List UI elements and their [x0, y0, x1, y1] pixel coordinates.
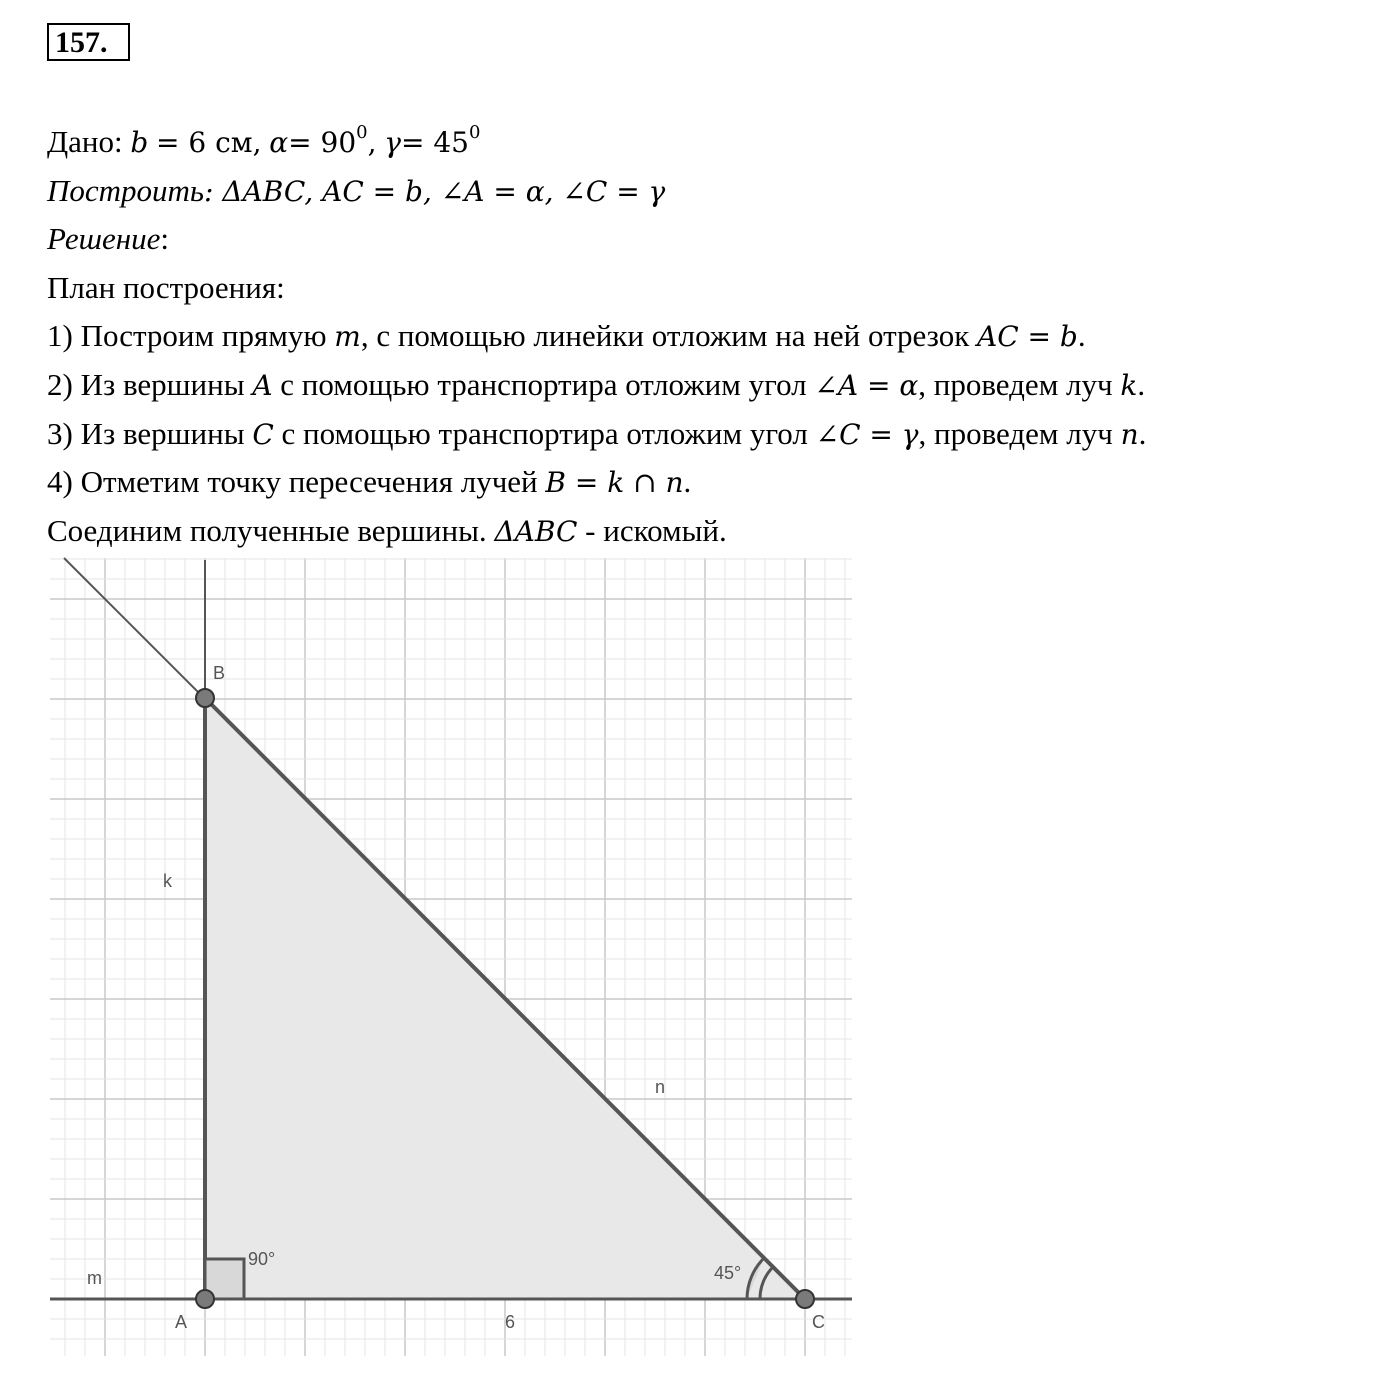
point-b[interactable] [196, 689, 214, 707]
step-1-text-mid: , с помощью линейки отложим на ней отрезок [360, 318, 978, 353]
label-c: C [812, 1312, 825, 1332]
given-gamma-degree: 0 [469, 122, 481, 143]
label-m: m [87, 1268, 102, 1288]
given-alpha-degree: 0 [356, 122, 368, 143]
label-k: k [163, 871, 172, 891]
step-1-text: 1) Построим прямую [47, 318, 335, 353]
step-2-text-mid: с помощью транспортира отложим угол [272, 367, 815, 402]
given-alpha-value: = 90 [288, 126, 357, 159]
conclusion-text: Соединим полученные вершины. [47, 513, 495, 548]
step-1-end: . [1077, 318, 1086, 353]
given-comma: , [367, 126, 377, 159]
problem-number: 157. [55, 26, 108, 59]
conclusion-end: - искомый. [577, 513, 727, 548]
step-2-text-mid2: , проведем луч [918, 367, 1121, 402]
step-3-text: 3) Из вершины [47, 416, 253, 451]
step-2-text: 2) Из вершины [47, 367, 253, 402]
solution-label: Решение [47, 221, 161, 256]
step-3-var-n: n [1120, 418, 1139, 451]
step-4-var-b: B = k ∩ n [545, 466, 684, 499]
step-1-var-ac: AC = b [977, 320, 1078, 353]
step-2-var-k: k [1120, 369, 1138, 402]
given-gamma: γ [384, 126, 401, 159]
construct-text: : ΔABC, AC = b, ∠A = α, ∠C = γ [204, 175, 666, 208]
step-3-end: . [1138, 416, 1147, 451]
step-4-end: . [683, 464, 692, 499]
label-angle-a: 90° [248, 1249, 276, 1269]
label-a: A [175, 1312, 188, 1332]
solution-colon: : [160, 221, 169, 256]
given-alpha: α [269, 126, 289, 159]
given-b-value: = 6 см, [156, 126, 262, 159]
given-b: b [130, 126, 149, 159]
label-b: B [213, 663, 226, 683]
step-2-var-a: A [252, 369, 273, 402]
plan-title: План построения: [47, 270, 285, 305]
step-4-text: 4) Отметим точку пересечения лучей [47, 464, 546, 499]
conclusion-var: ΔABC [494, 515, 578, 548]
step-2-var-angle: ∠A = α [814, 369, 919, 402]
given-label: Дано: [47, 124, 123, 159]
point-a[interactable] [196, 1290, 214, 1308]
step-3-var-angle: ∠C = γ [815, 418, 919, 451]
label-angle-c: 45° [714, 1263, 742, 1283]
step-3-text-mid2: , проведем луч [918, 416, 1121, 451]
label-side-ac: 6 [505, 1312, 516, 1332]
construct-label: Построить [47, 173, 205, 208]
step-3-text-mid: с помощью транспортира отложим угол [273, 416, 816, 451]
given-gamma-value: = 45 [401, 126, 469, 159]
step-3-var-c: C [252, 418, 274, 451]
label-n: n [655, 1077, 666, 1097]
step-2-end: . [1137, 367, 1146, 402]
point-c[interactable] [796, 1290, 814, 1308]
step-1-var-m: m [334, 320, 361, 353]
